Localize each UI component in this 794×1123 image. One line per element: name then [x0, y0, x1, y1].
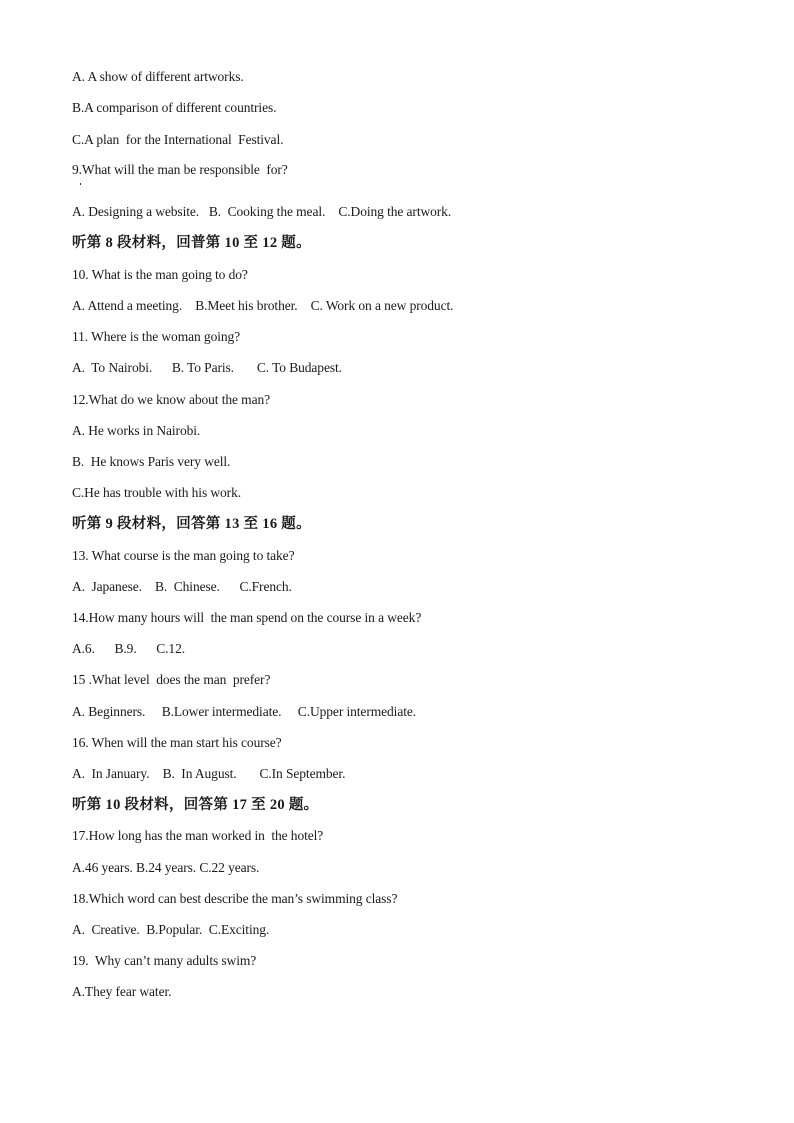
options-15: A. Beginners. B.Lower intermediate. C.Upper intermediate.	[72, 704, 417, 719]
question-18: 18.Which word can best describe the man’s swimming class?	[72, 891, 398, 906]
question-9: 9.What will the man be responsible for?	[72, 162, 288, 177]
question-11: 11. Where is the woman going?	[72, 329, 241, 344]
question-12: 12.What do we know about the man?	[72, 392, 271, 407]
question-15: 15 .What level does the man prefer?	[72, 672, 271, 687]
options-11: A. To Nairobi. B. To Paris. C. To Budapest.	[72, 360, 342, 375]
option-12c: C.He has trouble with his work.	[72, 485, 242, 500]
option-19a: A.They fear water.	[72, 984, 172, 999]
section-heading-9: 听第 9 段材料，回答第 13 至 16 题。	[72, 516, 311, 532]
options-18: A. Creative. B.Popular. C.Exciting.	[72, 922, 270, 937]
options-9: A. Designing a website. B. Cooking the meal. C.Doing the artwork.	[72, 204, 452, 219]
option-8a: A. A show of different artworks.	[72, 69, 244, 84]
question-13: 13. What course is the man going to take?	[72, 548, 295, 563]
options-14: A.6. B.9. C.12.	[72, 641, 186, 656]
option-12a: A. He works in Nairobi.	[72, 423, 201, 438]
options-17: A.46 years. B.24 years. C.22 years.	[72, 860, 260, 875]
question-14: 14.How many hours will the man spend on the course in a week?	[72, 610, 422, 625]
option-8b: B.A comparison of different countries.	[72, 100, 277, 115]
option-8c: C.A plan for the International Festival.	[72, 132, 284, 147]
section-heading-8: 听第 8 段材料，回普第 10 至 12 题。	[72, 235, 311, 251]
stray-mark	[80, 183, 81, 185]
question-10: 10. What is the man going to do?	[72, 267, 248, 282]
question-19: 19. Why can’t many adults swim?	[72, 953, 257, 968]
options-10: A. Attend a meeting. B.Meet his brother. C. Work on a new product.	[72, 298, 454, 313]
option-12b: B. He knows Paris very well.	[72, 454, 231, 469]
section-heading-10: 听第 10 段材料，回答第 17 至 20 题。	[72, 797, 319, 813]
options-16: A. In January. B. In August. C.In September.	[72, 766, 346, 781]
question-17: 17.How long has the man worked in the hotel?	[72, 828, 324, 843]
options-13: A. Japanese. B. Chinese. C.French.	[72, 579, 292, 594]
question-16: 16. When will the man start his course?	[72, 735, 282, 750]
